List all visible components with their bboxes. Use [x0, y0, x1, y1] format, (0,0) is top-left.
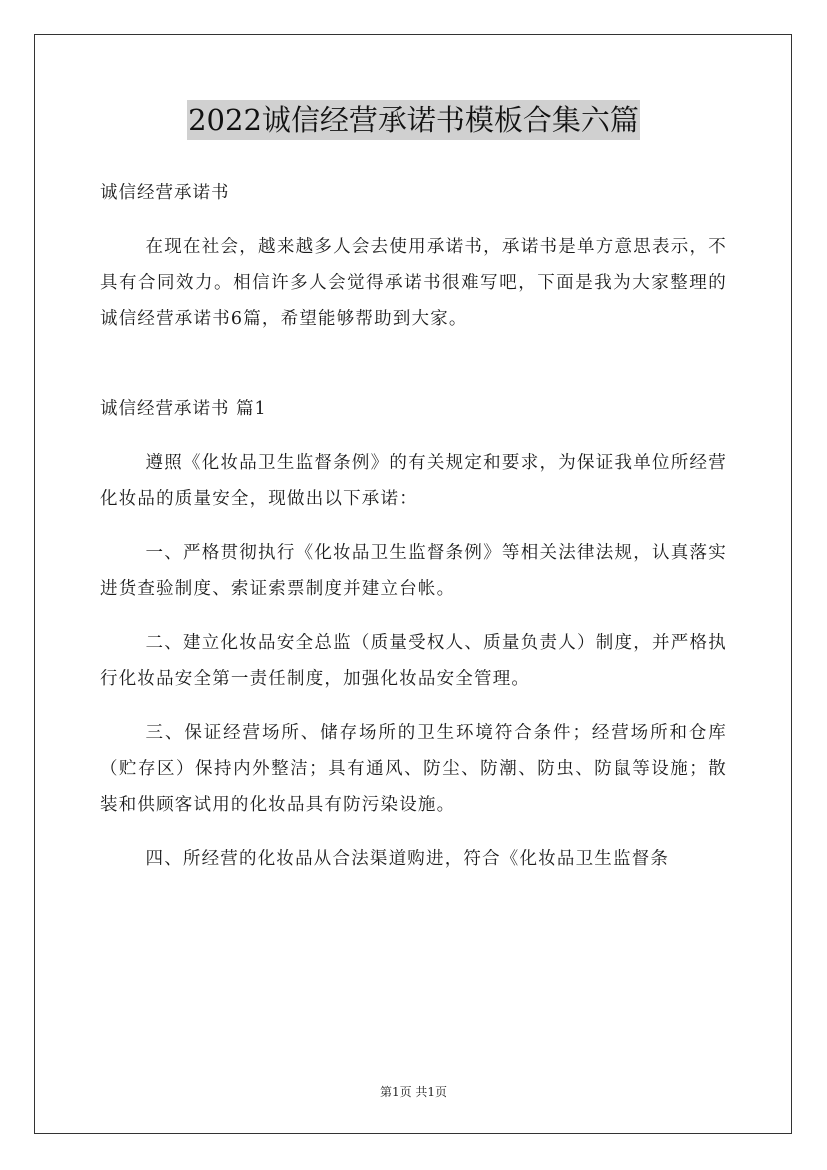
intro-heading: 诚信经营承诺书 — [100, 183, 230, 203]
spacer — [100, 607, 727, 625]
page-number-footer: 第1页 共1页 — [379, 1085, 448, 1099]
section-paragraph: 遵照《化妆品卫生监督条例》的有关规定和要求，为保证我单位所经营化妆品的质量安全，现做出以下承诺： — [100, 453, 727, 509]
spacer — [100, 211, 727, 229]
title-container — [0, 100, 827, 140]
intro-paragraph: 在现在社会，越来越多人会去使用承诺书，承诺书是单方意思表示，不具有合同效力。相信许多人会觉得承诺书很难写吧，下面是我为大家整理的诚信经营承诺书6篇，希望能够帮助到大家。 — [100, 237, 727, 329]
spacer — [100, 337, 727, 391]
section-paragraph: 一、严格贯彻执行《化妆品卫生监督条例》等相关法律法规，认真落实进货查验制度、索证索票制度并建立台帐。 — [100, 543, 727, 599]
document-body — [100, 175, 727, 877]
section-paragraph: 四、所经营的化妆品从合法渠道购进，符合《化妆品卫生监督条 — [145, 849, 670, 869]
spacer — [100, 427, 727, 445]
spacer — [100, 823, 727, 841]
section-paragraph: 三、保证经营场所、储存场所的卫生环境符合条件；经营场所和仓库（贮存区）保持内外整洁；具有通风、防尘、防潮、防虫、防鼠等设施；散装和供顾客试用的化妆品具有防污染设施。 — [100, 723, 727, 815]
spacer — [100, 697, 727, 715]
document-title: 2022诚信经营承诺书模板合集六篇 — [187, 100, 640, 140]
spacer — [100, 517, 727, 535]
section-heading: 诚信经营承诺书 篇1 — [100, 399, 267, 419]
section-paragraph: 二、建立化妆品安全总监（质量受权人、质量负责人）制度，并严格执行化妆品安全第一责任制度，加强化妆品安全管理。 — [100, 633, 727, 689]
